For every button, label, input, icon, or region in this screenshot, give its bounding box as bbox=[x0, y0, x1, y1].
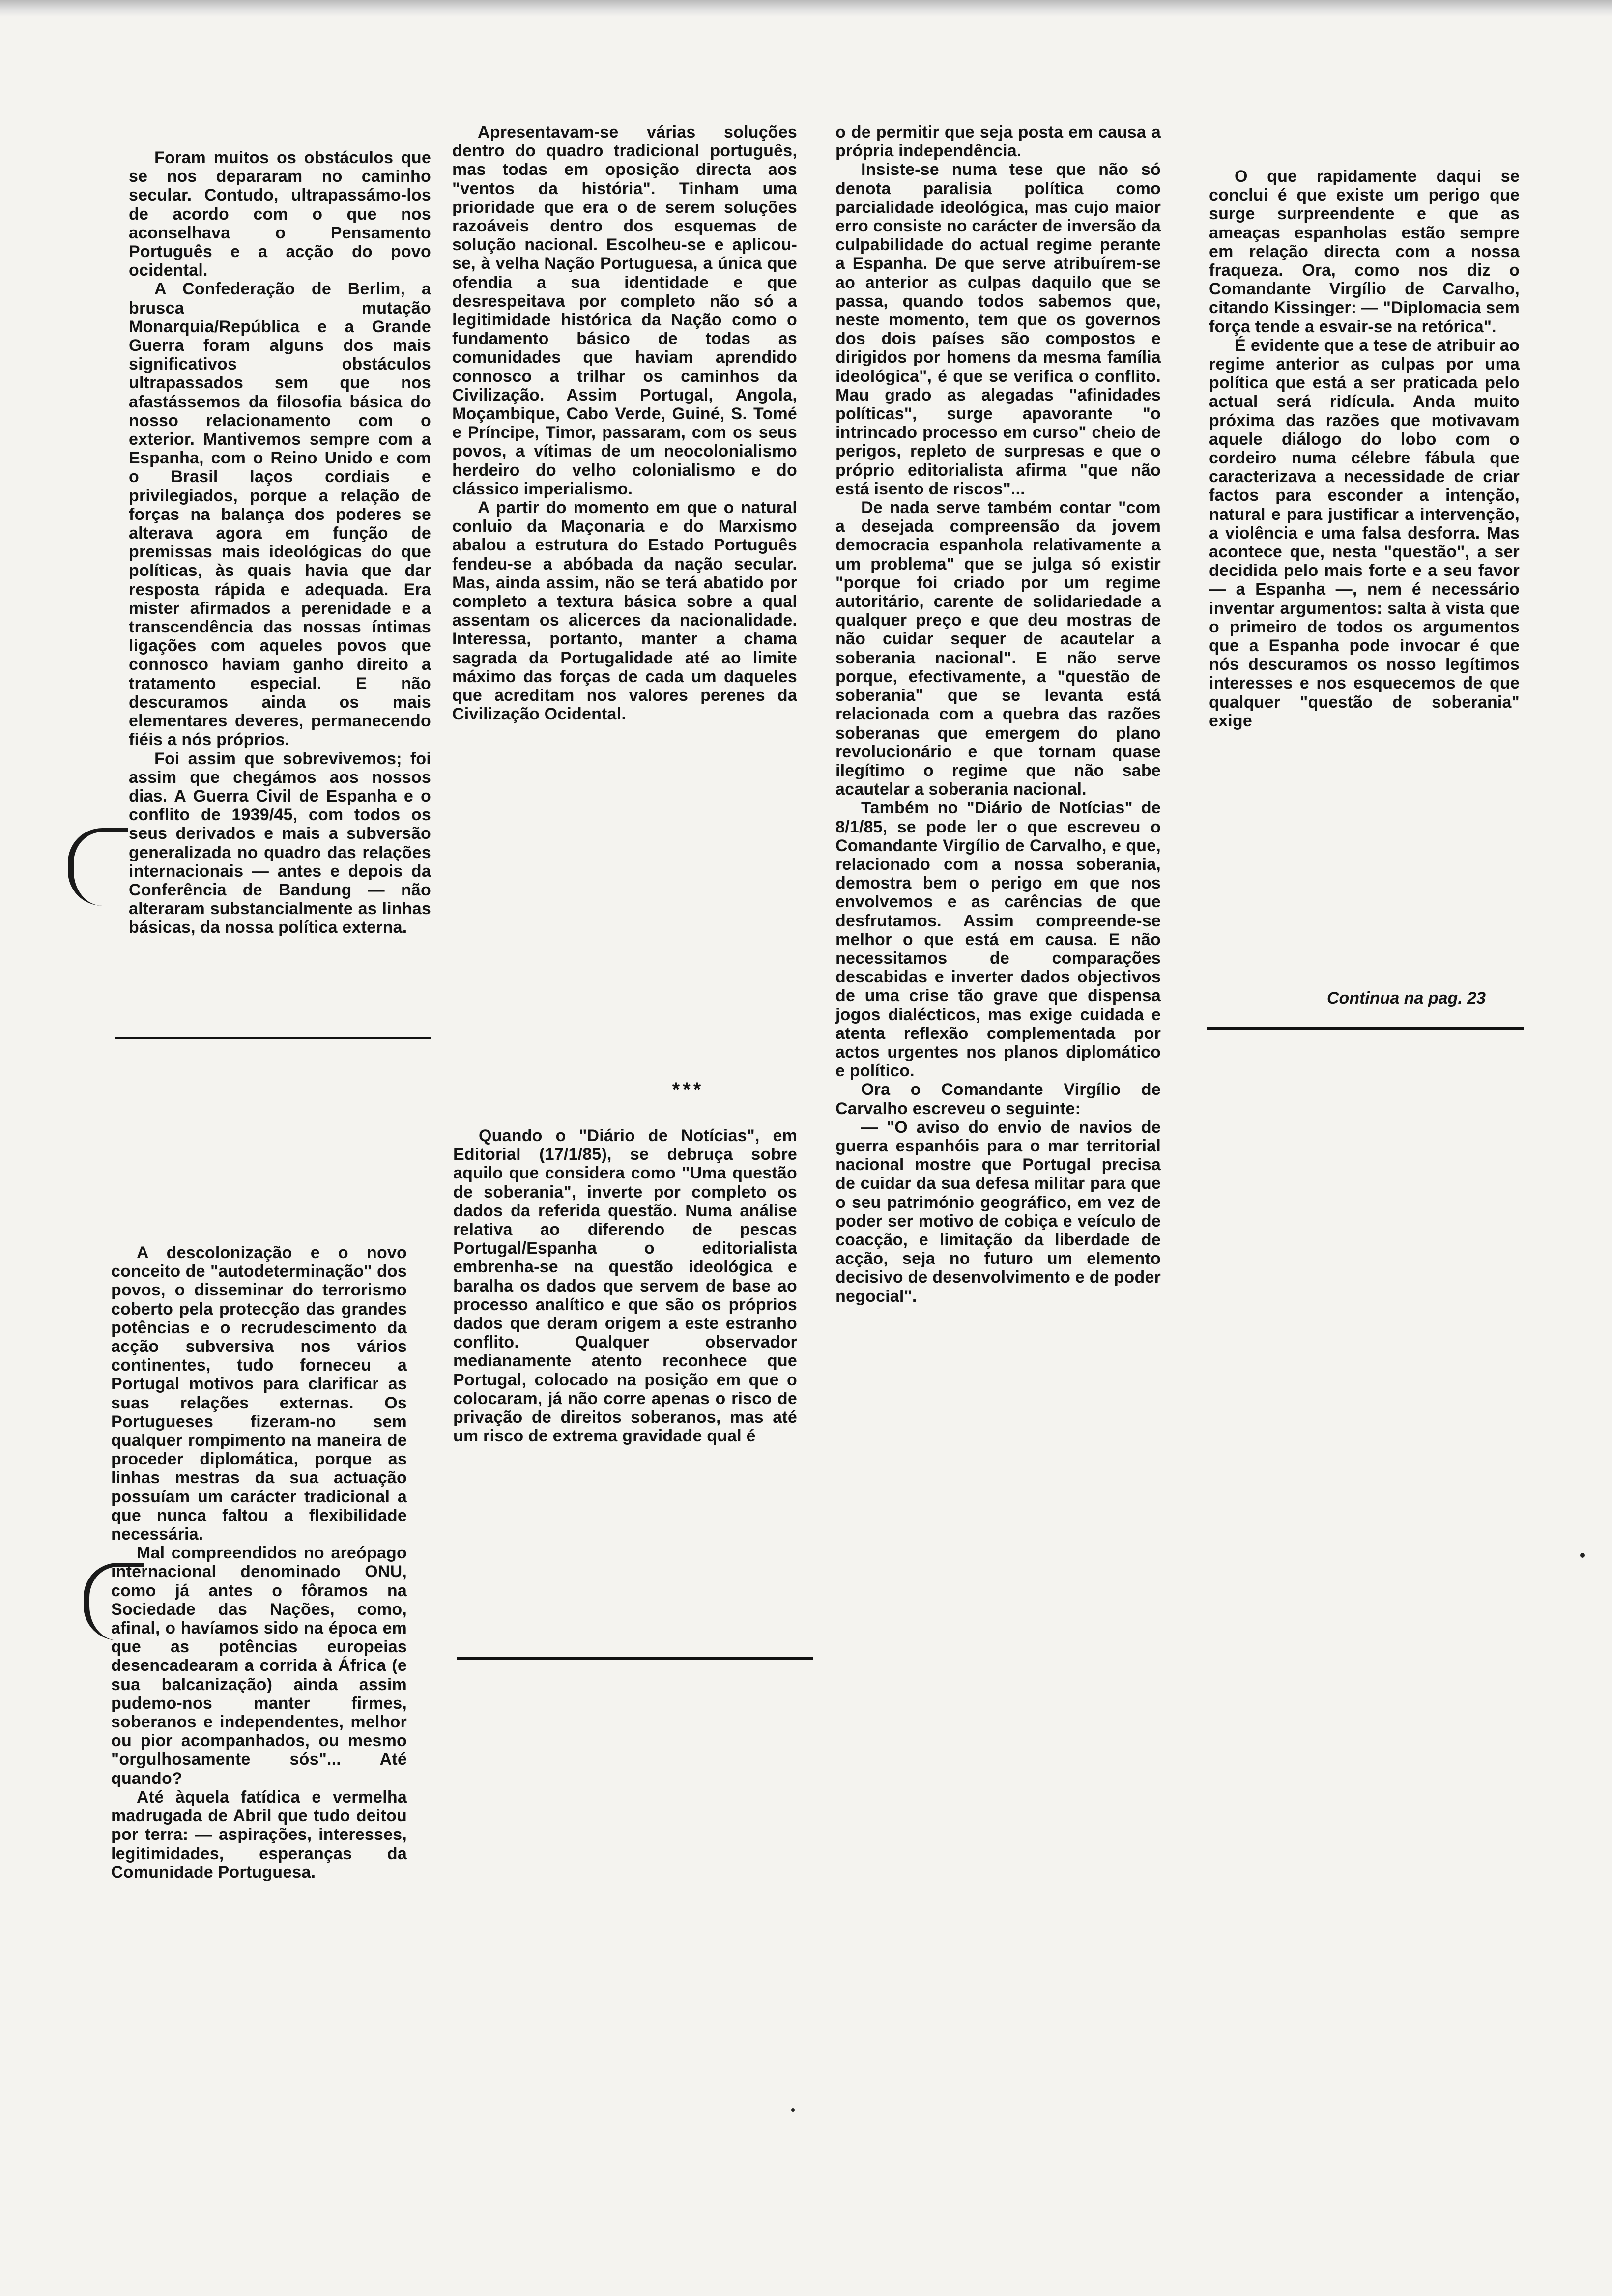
col3-paragraph-4: Também no "Diário de Notícias" de 8/1/85, se pode ler o que escreveu o Comandante Virgílio de Carvalho, e que, relacionado com a nossa soberania, demostra bem o perigo em que nos envolvemos e as carências de que desfrutamos. Assim compreende-se melhor o que está em causa. E não necessitamos de comparações descabidas e inverter dados objectivos de uma crise tão grave que dispensa jogos dialécticos, mas exige cuidada e atenta reflexão complementada por actos urgentes nos planos diplomático e político. bbox=[835, 799, 1161, 1081]
column-2-top bbox=[452, 123, 797, 724]
column-1-rule bbox=[115, 1037, 431, 1039]
continuation-note: Continua na pag. 23 bbox=[1327, 989, 1486, 1007]
ink-speck bbox=[1580, 1553, 1585, 1558]
col3-paragraph-1: o de permitir que seja posta em causa a própria independência. bbox=[835, 123, 1161, 161]
scan-edge bbox=[0, 0, 1612, 17]
col1-paragraph-5: Mal compreendidos no areópago internacional denominado ONU, como já antes o fôramos na Sociedade das Nações, como, afinal, o havíamos sido na época em que as potências europeias desencadearam a corrida à África (e sua balcanização) ainda assim pudemo-nos manter firmes, soberanos e independentes, melhor ou pior acompanhados, ou mesmo "orgulhosamente sós"... Até quando? bbox=[111, 1544, 407, 1788]
ink-speck bbox=[791, 2108, 795, 2112]
col1-paragraph-4: A descolonização e o novo conceito de "autodeterminação" dos povos, o disseminar do terrorismo coberto pela protecção das grandes potências e o recrudescimento da acção subversiva nos vários continentes, tudo forneceu a Portugal motivos para clarificar as suas relações externas. Os Portugueses fizeram-no sem qualquer rompimento na maneira de proceder diplomática, porque as linhas mestras da sua actuação possuíam um carácter tradicional a que nunca faltou a flexibilidade necessária. bbox=[111, 1243, 407, 1544]
col1-paragraph-3: Foi assim que sobrevivemos; foi assim que chegámos aos nossos dias. A Guerra Civil de Espanha e o conflito de 1939/45, com todos os seus derivados e mais a subversão generalizada no quadro das relações internacionais — antes e depois da Conferência de Bandung — não alteraram substancialmente as linhas básicas, da nossa política externa. bbox=[129, 749, 431, 937]
col1-paragraph-1: Foram muitos os obstáculos que se nos depararam no caminho secular. Contudo, ultrapassámo-los de acordo com o que nos aconselhava o Pensamento Português e a acção do povo ocidental. bbox=[129, 148, 431, 280]
section-separator: *** bbox=[672, 1079, 704, 1100]
column-1-bottom bbox=[111, 1243, 407, 1882]
col1-paragraph-2: A Confederação de Berlim, a brusca mutação Monarquia/República e a Grande Guerra foram alguns dos mais significativos obstáculos ultrapassados sem que nos afastássemos da filosofia básica do nosso relacionamento com o exterior. Mantivemos sempre com a Espanha, com o Reino Unido e com o Brasil laços cordiais e privilegiados, porque a relação de forças na balança dos poderes se alterava agora em função de premissas mais ideológicas do que políticas, às quais havia que dar resposta rápida e adequada. Era mister afirmados a perenidade e a transcendência das nossas íntimas ligações com aqueles povos que connosco haviam ganho direito a tratamento especial. E não descuramos ainda os mais elementares deveres, permanecendo fiéis a nós próprios. bbox=[129, 280, 431, 749]
col3-paragraph-5: Ora o Comandante Virgílio de Carvalho escreveu o seguinte: bbox=[835, 1080, 1161, 1118]
col4-paragraph-1: O que rapidamente daqui se conclui é que existe um perigo que surge surpreendente e que as ameaças espanholas estão sempre em relação directa com a nossa fraqueza. Ora, como nos diz o Comandante Virgílio de Carvalho, citando Kissinger: — "Diplomacia sem força tende a esvair-se na retórica". bbox=[1209, 167, 1520, 336]
col3-paragraph-2: Insiste-se numa tese que não só denota paralisia política como parcialidade ideológica, mas cujo maior erro consiste no carácter de inversão da culpabilidade do actual regime perante a Espanha. De que serve atribuírem-se ao anterior as culpas daquilo que se passa, quando todos sabemos que, neste momento, tem que os governos dos dois países são compostos e dirigidos por homens da mesma família ideológica", é que se verifica o conflito. Mau grado as alegadas "afinidades políticas", surge apavorante "o intrincado processo em curso" cheio de perigos, repleto de surpresas e que o próprio editorialista afirma "que não está isento de riscos"... bbox=[835, 160, 1161, 498]
col2-paragraph-1: Apresentavam-se várias soluções dentro do quadro tradicional português, mas todas em oposição directa aos "ventos da história". Tinham uma prioridade que era o de serem soluções razoáveis dentro dos esquemas de solução nacional. Escolheu-se e aplicou-se, à velha Nação Portuguesa, a única que ofendia a sua identidade e que desrespeitava por completo não só a legitimidade histórica da Nação como o fundamento básico de todas as comunidades que haviam aprendido connosco a trilhar os caminhos da Civilização. Assim Portugal, Angola, Moçambique, Cabo Verde, Guiné, S. Tomé e Príncipe, Timor, passaram, com os seus povos, a vítimas de um neocolonialismo herdeiro do velho colonialismo e do clássico imperialismo. bbox=[452, 123, 797, 498]
column-2-bottom bbox=[453, 1126, 797, 1445]
col3-paragraph-6: — "O aviso do envio de navios de guerra espanhóis para o mar territorial nacional mostre que Portugal precisa de cuidar da sua defesa militar para que o seu património geográfico, em vez de poder ser motivo de cobiça e veículo de coacção, e limitação da liberdade de acção, seja no futuro um elemento decisivo de desenvolvimento e de poder negocial". bbox=[835, 1118, 1161, 1306]
col1-paragraph-6: Até àquela fatídica e vermelha madrugada de Abril que tudo deitou por terra: — aspirações, interesses, legitimidades, esperanças da Comunidade Portuguesa. bbox=[111, 1787, 407, 1882]
column-4-rule bbox=[1207, 1027, 1524, 1030]
column-4 bbox=[1209, 167, 1520, 730]
col3-paragraph-3: De nada serve também contar "com a desejada compreensão da jovem democracia espanhola relativamente a um problema" que se julga só existir "porque foi criado por um regime autoritário, carente de solidariedade a qualquer preço e que deu mostras de não cuidar sequer de acautelar a soberania nacional". E não serve porque, efectivamente, a "questão de soberania" que se levanta está relacionada com a quebra das razões soberanas que emergem do plano revolucionário e que tornam quase ilegítimo o regime que não sabe acautelar a soberania nacional. bbox=[835, 498, 1161, 799]
column-2-rule bbox=[457, 1657, 813, 1660]
column-3 bbox=[835, 123, 1161, 1306]
col2-paragraph-2: A partir do momento em que o natural conluio da Maçonaria e do Marxismo abalou a estrutura do Estado Português fendeu-se a abóbada da nação secular. Mas, ainda assim, não se terá abatido por completo a textura básica sobre a qual assentam os alicerces da nacionalidade. Interessa, portanto, manter a chama sagrada da Portugalidade até ao limite máximo das forças de cada um daqueles que acreditam nos valores perenes da Civilização Ocidental. bbox=[452, 498, 797, 724]
col4-paragraph-2: É evidente que a tese de atribuir ao regime anterior as culpas por uma política que está a ser praticada pelo actual será ridícula. Anda muito próxima das razões que motivavam aquele diálogo do lobo com o cordeiro numa célebre fábula que caracterizava a necessidade de criar factos para esconder a intenção, natural e para justificar a intervenção, a violência e uma falsa desforra. Mas acontece que, nesta "questão", a ser decidida pelo mais forte e a seu favor — a Espanha —, nem é necessário inventar argumentos: salta à vista que o primeiro de todos os argumentos que a Espanha pode invocar é que nós descuramos os nosso legítimos interesses e nos esquecemos de que qualquer "questão de soberania" exige bbox=[1209, 336, 1520, 730]
col2-paragraph-3: Quando o "Diário de Notícias", em Editorial (17/1/85), se debruça sobre aquilo que considera como "Uma questão de soberania", inverte por completo os dados da referida questão. Numa análise relativa ao diferendo de pescas Portugal/Espanha o editorialista embrenha-se na questão ideológica e baralha os dados que servem de base ao processo analítico e que são os próprios dados que deram origem a este estranho conflito. Qualquer observador medianamente atento reconhece que Portugal, colocado na posição em que o colocaram, já não corre apenas o risco de privação de direitos soberanos, mas até um risco de extrema gravidade qual é bbox=[453, 1126, 797, 1446]
binder-hole-top bbox=[68, 828, 128, 906]
column-1-top bbox=[129, 148, 431, 937]
